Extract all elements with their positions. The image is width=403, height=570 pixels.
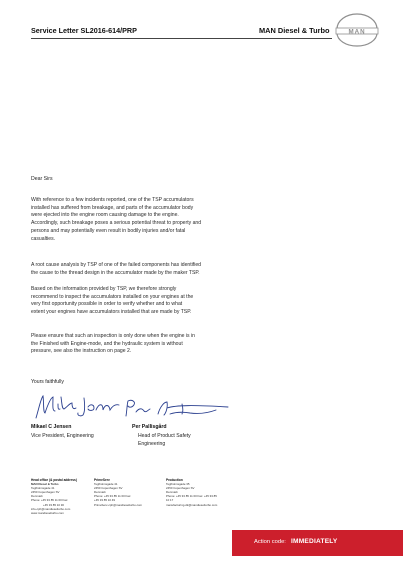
- footer-email[interactable]: manufacturing-dk@mandieselturbo.com: [166, 502, 218, 507]
- logo-text: MAN: [348, 28, 366, 36]
- signatory-role-line: Vice President, Engineering: [31, 433, 94, 439]
- footer-line: Teglholmsgade 35: [166, 482, 190, 487]
- paragraph-recommendation: [31, 286, 231, 317]
- salutation: Dear Sirs: [31, 176, 53, 182]
- footer-line: 2450 Copenhagen SV: [94, 486, 123, 491]
- paragraph-line: the cause to the thread design in the accumulator made by the maker TSP.: [31, 269, 200, 276]
- footer-line: Denmark: [94, 490, 106, 495]
- action-code-value: IMMEDIATELY: [291, 538, 338, 545]
- footer-production: [166, 478, 217, 507]
- paragraph-line: extent your engines have accumulators installed that are made by TSP.: [31, 309, 192, 316]
- footer-line: Denmark: [166, 490, 178, 495]
- footer-line: 2450 Copenhagen SV: [166, 486, 195, 491]
- footer-line: Teglholmsgade 41: [31, 486, 55, 491]
- paragraph-line: Accordingly, such breakage poses a serious potential threat to property and: [31, 220, 202, 227]
- closing: Yours faithfully: [31, 379, 64, 385]
- signatory-role: [138, 433, 191, 448]
- signatory-name: Per Pallisgård: [132, 424, 167, 430]
- footer-heading: PrimeServ: [94, 478, 110, 482]
- paragraph-line: the Finished with Engine-mode, and the hydraulic system is without: [31, 340, 183, 347]
- footer-head-office: [31, 478, 77, 515]
- footer-line: Teglholmsgade 41: [94, 482, 118, 487]
- footer-heading: Production: [166, 478, 183, 482]
- paragraph-line: were ejected into the engine room causing damage to the engine.: [31, 212, 179, 219]
- signature-pallisgard: [120, 396, 232, 420]
- footer-line: Phone: +45 33 85 11 00 Fax:: [94, 494, 132, 499]
- paragraph-incident: [31, 197, 231, 243]
- signature-jensen: [30, 391, 122, 421]
- paragraph-safety-instruction: [31, 333, 231, 356]
- signatory-role-line: Head of Product Safety: [138, 433, 191, 439]
- footer-website[interactable]: www.mandieselturbo.com: [31, 510, 64, 515]
- paragraph-line: recommend to inspect the accumulators installed on your engines at the: [31, 293, 194, 300]
- action-code-label: Action code:: [254, 539, 286, 545]
- paragraph-line: pressure, see also the instruction on page 2.: [31, 348, 132, 355]
- paragraph-line: casualties.: [31, 235, 56, 242]
- paragraph-line: persons and may potentially even result in bodily injuries and/or fatal: [31, 227, 186, 234]
- header-rule: [31, 38, 332, 39]
- footer-line: Phone: +45 33 85 11 00 Fax:: [31, 498, 69, 503]
- signatory-role-line: Engineering: [138, 440, 166, 447]
- paragraph-line: Based on the information provided by TSP, we therefore strongly: [31, 286, 177, 292]
- footer-line: 2450 Copenhagen SV: [31, 490, 60, 495]
- paragraph-line: Please ensure that such an inspection is only done when the engine is in: [31, 333, 195, 339]
- letter-title: Service Letter SL2016-614/PRP: [31, 26, 137, 35]
- footer-line: 10 17: [166, 498, 174, 503]
- company-name: MAN Diesel & Turbo: [259, 26, 330, 35]
- paragraph-line: With reference to a few incidents reported, one of the TSP accumulators: [31, 197, 194, 203]
- paragraph-line: A root cause analysis by TSP of one of the failed components has identified: [31, 262, 201, 268]
- footer-line: Denmark: [31, 494, 43, 499]
- paragraph-root-cause: [31, 262, 231, 277]
- footer-email[interactable]: info-cph@mandieselturbo.com: [31, 506, 71, 511]
- footer-email[interactable]: PrimeServ-cph@mandieselturbo.com: [94, 502, 143, 507]
- footer-heading: Head office (& postal address): [31, 478, 77, 482]
- footer-line: +45 33 85 10 30: [43, 502, 64, 507]
- footer-line: +45 33 85 10 49: [94, 498, 115, 503]
- footer-line: Phone: +45 33 85 11 00 Fax: +45 33 85: [166, 494, 217, 499]
- signatory-name: Mikael C Jensen: [31, 424, 72, 430]
- action-code-banner: [232, 530, 403, 556]
- signatory-role: [31, 433, 94, 441]
- paragraph-line: very first opportunity possible in order to verify whether and to what: [31, 301, 183, 308]
- paragraph-line: installed has suffered from breakage, and parts of the accumulator body: [31, 204, 194, 211]
- footer-primeserv: [94, 478, 142, 507]
- footer-company: MAN Diesel & Turbo: [31, 482, 59, 487]
- man-logo: [333, 13, 381, 47]
